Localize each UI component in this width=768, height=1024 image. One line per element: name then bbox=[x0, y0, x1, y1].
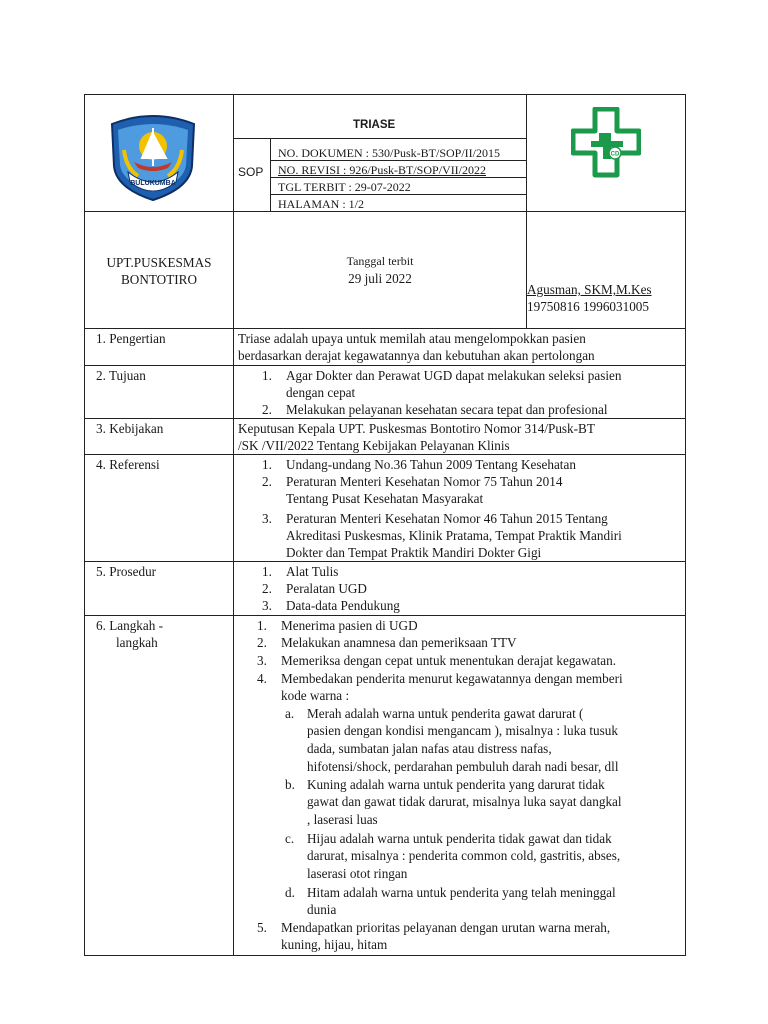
list-item: Alat Tulis bbox=[286, 564, 339, 579]
tanggal-terbit-label: Tanggal terbit bbox=[346, 254, 414, 268]
list-item: Agar Dokter dan Perawat UGD dapat melakukan seleksi pasien bbox=[286, 368, 622, 383]
frame-bottom bbox=[84, 955, 686, 956]
list-item: Akreditasi Puskesmas, Klinik Pratama, Tempat Praktik Mandiri bbox=[286, 528, 622, 543]
frame-left bbox=[84, 94, 85, 956]
org-name-line2: BONTOTIRO bbox=[121, 272, 197, 287]
issue-date: TGL TERBIT : 29-07-2022 bbox=[278, 180, 411, 194]
label-langkah: 6. Langkah - bbox=[96, 618, 164, 633]
label-kebijakan: 3. Kebijakan bbox=[96, 421, 164, 436]
signer-nip: 19750816 1996031005 bbox=[527, 299, 649, 314]
sub-list-item: dada, sumbatan jalan nafas atau distress nafas, bbox=[307, 741, 552, 756]
list-item: Data-data Pendukung bbox=[286, 598, 400, 613]
list-number: 2. bbox=[257, 635, 267, 650]
sub-list-item: hifotensi/shock, perdarahan pembuluh darah nadi besar, dll bbox=[307, 759, 619, 774]
list-number: 1. bbox=[262, 564, 272, 579]
doc-number: NO. DOKUMEN : 530/Pusk-BT/SOP/II/2015 bbox=[278, 146, 501, 160]
sop-divider bbox=[270, 138, 271, 212]
list-item: Melakukan pelayanan kesehatan secara tepat dan profesional bbox=[286, 402, 608, 417]
logo-right-text: CD bbox=[610, 151, 620, 158]
list-item: kode warna : bbox=[281, 688, 350, 703]
label-tujuan: 2. Tujuan bbox=[96, 368, 146, 383]
org-name-line1: UPT.PUSKESMAS bbox=[106, 255, 212, 270]
document-title: TRIASE bbox=[353, 119, 396, 131]
sub-list-letter: d. bbox=[285, 885, 295, 900]
sub-list-letter: c. bbox=[285, 831, 295, 846]
row-sep-1 bbox=[84, 365, 686, 366]
sub-list-item: Merah adalah warna untuk penderita gawat darurat ( bbox=[307, 706, 584, 721]
list-number: 2. bbox=[262, 581, 272, 596]
pengertian-line: berdasarkan derajat kegawatannya dan kebutuhan akan pertolongan bbox=[238, 348, 595, 363]
signer-name: Agusman, SKM,M.Kes bbox=[527, 282, 652, 297]
sub-list-letter: b. bbox=[285, 777, 295, 792]
list-number: 3. bbox=[262, 598, 272, 613]
label-pengertian: 1. Pengertian bbox=[96, 331, 166, 346]
list-number: 1. bbox=[262, 457, 272, 472]
sub-list-item: Hitam adalah warna untuk penderita yang telah meninggal bbox=[307, 885, 616, 900]
page-count: HALAMAN : 1/2 bbox=[278, 197, 364, 211]
list-number: 4. bbox=[257, 671, 267, 686]
puskesmas-cross-logo-icon bbox=[571, 107, 641, 191]
list-item: Menerima pasien di UGD bbox=[281, 618, 418, 633]
label-langkah: langkah bbox=[116, 635, 158, 650]
sub-list-item: dunia bbox=[307, 902, 337, 917]
list-item: Melakukan anamnesa dan pemeriksaan TTV bbox=[281, 635, 517, 650]
list-number: 1. bbox=[257, 618, 267, 633]
list-number: 5. bbox=[257, 920, 267, 935]
tanggal-terbit-value: 29 juli 2022 bbox=[348, 271, 412, 286]
list-item: Peralatan UGD bbox=[286, 581, 367, 596]
sub-list-letter: a. bbox=[285, 706, 295, 721]
sop-label: SOP bbox=[238, 165, 264, 179]
sub-list-item: , laserasi luas bbox=[307, 812, 378, 827]
list-number: 3. bbox=[262, 511, 272, 526]
list-item: Peraturan Menteri Kesehatan Nomor 46 Tahun 2015 Tentang bbox=[286, 511, 608, 526]
sub-list-item: laserasi otot ringan bbox=[307, 866, 408, 881]
list-number: 3. bbox=[257, 653, 267, 668]
list-item: Memeriksa dengan cepat untuk menentukan derajat kegawatan. bbox=[281, 653, 617, 668]
list-item: Undang-undang No.36 Tahun 2009 Tentang Kesehatan bbox=[286, 457, 576, 472]
list-number: 2. bbox=[262, 402, 272, 417]
col-divider bbox=[233, 94, 234, 956]
list-number: 1. bbox=[262, 368, 272, 383]
bulukumba-logo-icon bbox=[104, 110, 202, 202]
sub-list-item: gawat dan gawat tidak darurat, misalnya luka sayat dangkal bbox=[307, 794, 622, 809]
row-sep-5 bbox=[84, 615, 686, 616]
org-bottom bbox=[84, 328, 686, 329]
pengertian-line: Triase adalah upaya untuk memilah atau mengelompokkan pasien bbox=[238, 331, 586, 346]
list-item: Mendapatkan prioritas pelayanan dengan urutan warna merah, bbox=[281, 920, 611, 935]
frame-top bbox=[84, 94, 686, 95]
list-item: Dokter dan Tempat Praktik Mandiri Dokter Gigi bbox=[286, 545, 542, 560]
revision-number: NO. REVISI : 926/Pusk-BT/SOP/VII/2022 bbox=[278, 163, 487, 177]
list-item: Membedakan penderita menurut kegawatannya dengan memberi bbox=[281, 671, 623, 686]
list-item: kuning, hijau, hitam bbox=[281, 937, 388, 952]
kebijakan-line: /SK /VII/2022 Tentang Kebijakan Pelayanan Klinis bbox=[238, 438, 510, 453]
list-item: dengan cepat bbox=[286, 385, 356, 400]
sub-list-item: pasien dengan kondisi mengancam ), misalnya : luka tusuk bbox=[307, 723, 618, 738]
sub-list-item: Kuning adalah warna untuk penderita yang darurat tidak bbox=[307, 777, 605, 792]
kebijakan-line: Keputusan Kepala UPT. Puskesmas Bontotiro Nomor 314/Pusk-BT bbox=[238, 421, 595, 436]
header-bottom bbox=[84, 211, 686, 212]
frame-right bbox=[685, 94, 686, 956]
list-item: Tentang Pusat Kesehatan Masyarakat bbox=[286, 491, 484, 506]
logo-left-text: BULUKUMBA bbox=[130, 180, 176, 187]
label-prosedur: 5. Prosedur bbox=[96, 564, 157, 579]
sub-list-item: Hijau adalah warna untuk penderita tidak gawat dan tidak bbox=[307, 831, 612, 846]
sub-list-item: darurat, misalnya : penderita common cold, gastritis, abses, bbox=[307, 848, 621, 863]
list-item: Peraturan Menteri Kesehatan Nomor 75 Tahun 2014 bbox=[286, 474, 563, 489]
title-bottom bbox=[233, 138, 527, 139]
label-referensi: 4. Referensi bbox=[96, 457, 160, 472]
list-number: 2. bbox=[262, 474, 272, 489]
